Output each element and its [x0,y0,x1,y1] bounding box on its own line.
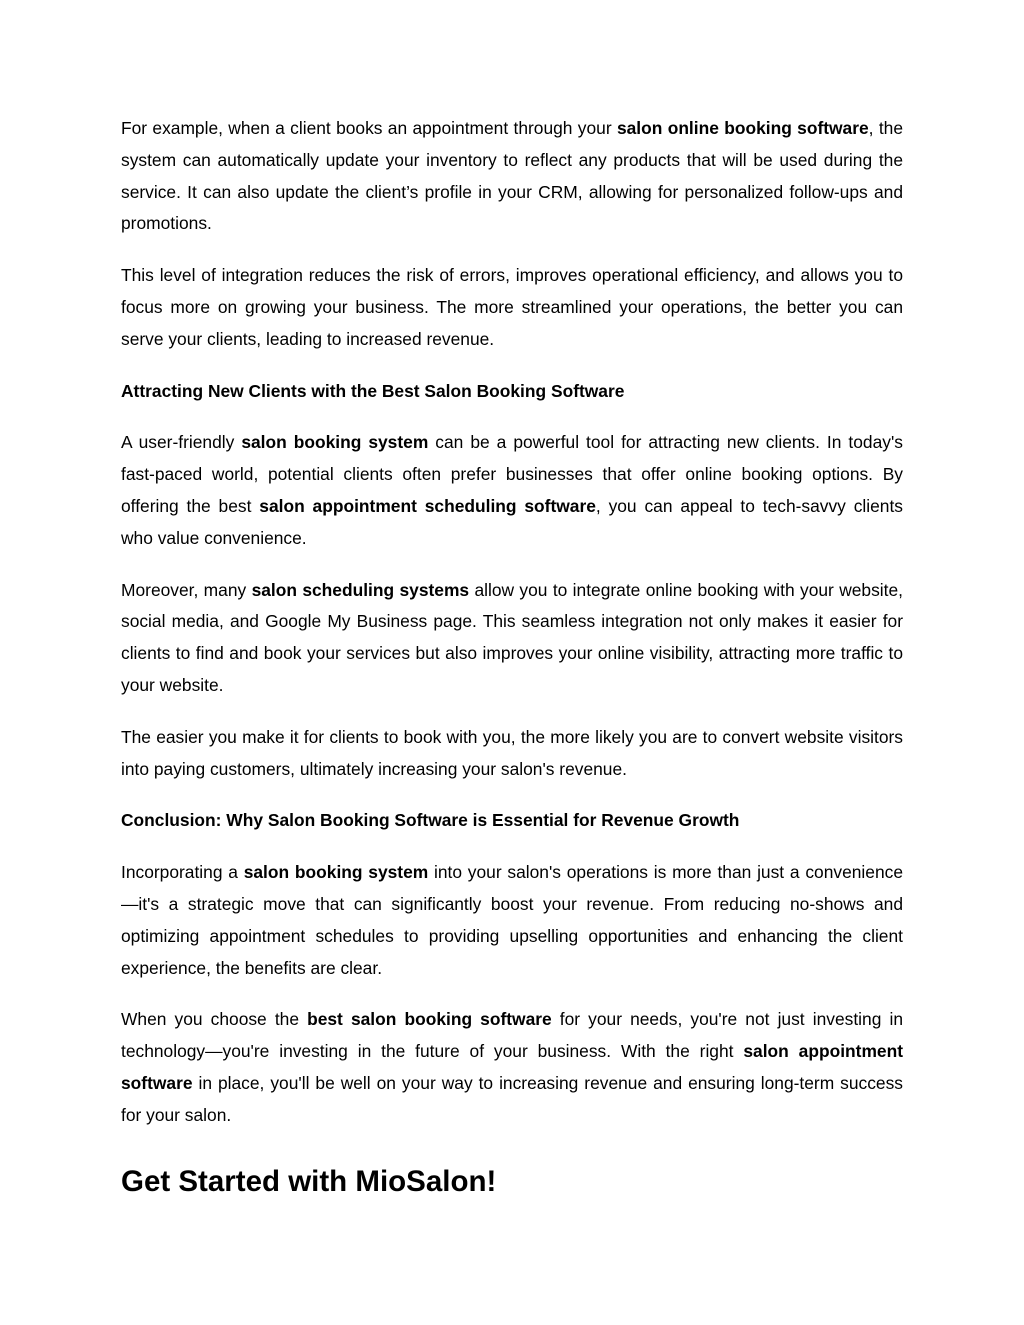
text-span: The easier you make it for clients to book with you, the more likely you are to convert website visitors into paying customers, ultimately increasing your salon's revenue. [121,726,903,779]
section-heading-conclusion: Conclusion: Why Salon Booking Software is Essential for Revenue Growth [121,810,740,831]
text-span: can be a powerful tool for attracting new clients. In today's fast-paced world, potential clients often prefer businesses that offer online booking options. By offering the best [121,432,903,516]
paragraph-conversion [121,722,903,786]
text-span: for your needs, you're not just investing in technology—you're investing in the future of your business. With the right [121,1009,903,1062]
text-span: For example, when a client books an appointment through your [121,118,617,138]
bold-keyword: salon online booking software [616,118,869,138]
bold-keyword: salon appointment scheduling software [259,495,596,516]
paragraph-conclusion-choice [121,1004,903,1131]
bold-keyword: salon booking system [241,432,429,453]
text-span: in place, you'll be well on your way to increasing revenue and ensuring long-term success for your salon. [121,1072,903,1125]
text-span: , you can appeal to tech-savvy clients who value convenience. [121,495,904,548]
section-heading-attracting-clients: Attracting New Clients with the Best Salon Booking Software [121,380,625,401]
bold-keyword: salon scheduling systems [251,579,470,600]
paragraph-integration-example [121,113,903,240]
text-span: Moreover, many [121,579,252,600]
text-span: into your salon's operations is more than just a convenience—it's a strategic move that can significantly boost your revenue. From reducing no-shows and optimizing appointment schedules to providing upselling opportunities and enhancing the client experience, the benefits are clear. [121,862,903,978]
bold-keyword: salon appointment software [121,1041,903,1093]
text-span: allow you to integrate online booking with your website, social media, and Google My Business page. This seamless integration not only makes it easier for clients to find and book your services but also improves your online visibility, attracting more traffic to your website. [121,579,903,695]
text-span: Incorporating a [121,862,244,883]
paragraph-integration-benefits [121,260,903,355]
paragraph-scheduling-integration [121,575,903,702]
bold-keyword: best salon booking software [307,1009,552,1030]
bold-keyword: salon booking system [243,862,429,883]
text-span: This level of integration reduces the risk of errors, improves operational efficiency, and allows you to focus more on growing your business. The more streamlined your operations, the better you can serve your clients, leading to increased revenue. [121,265,903,349]
text-span: A user-friendly [121,432,242,453]
text-span: , the system can automatically update your inventory to reflect any products that will be used during the service. It can also update the client’s profile in your CRM, allowing for personalized follow-ups and promotions. [121,118,903,234]
cta-heading: Get Started with MioSalon! [121,1164,497,1198]
document-page [121,113,903,1202]
paragraph-conclusion-overview [121,857,903,984]
text-span: When you choose the [121,1009,308,1030]
paragraph-user-friendly-system [121,427,903,554]
